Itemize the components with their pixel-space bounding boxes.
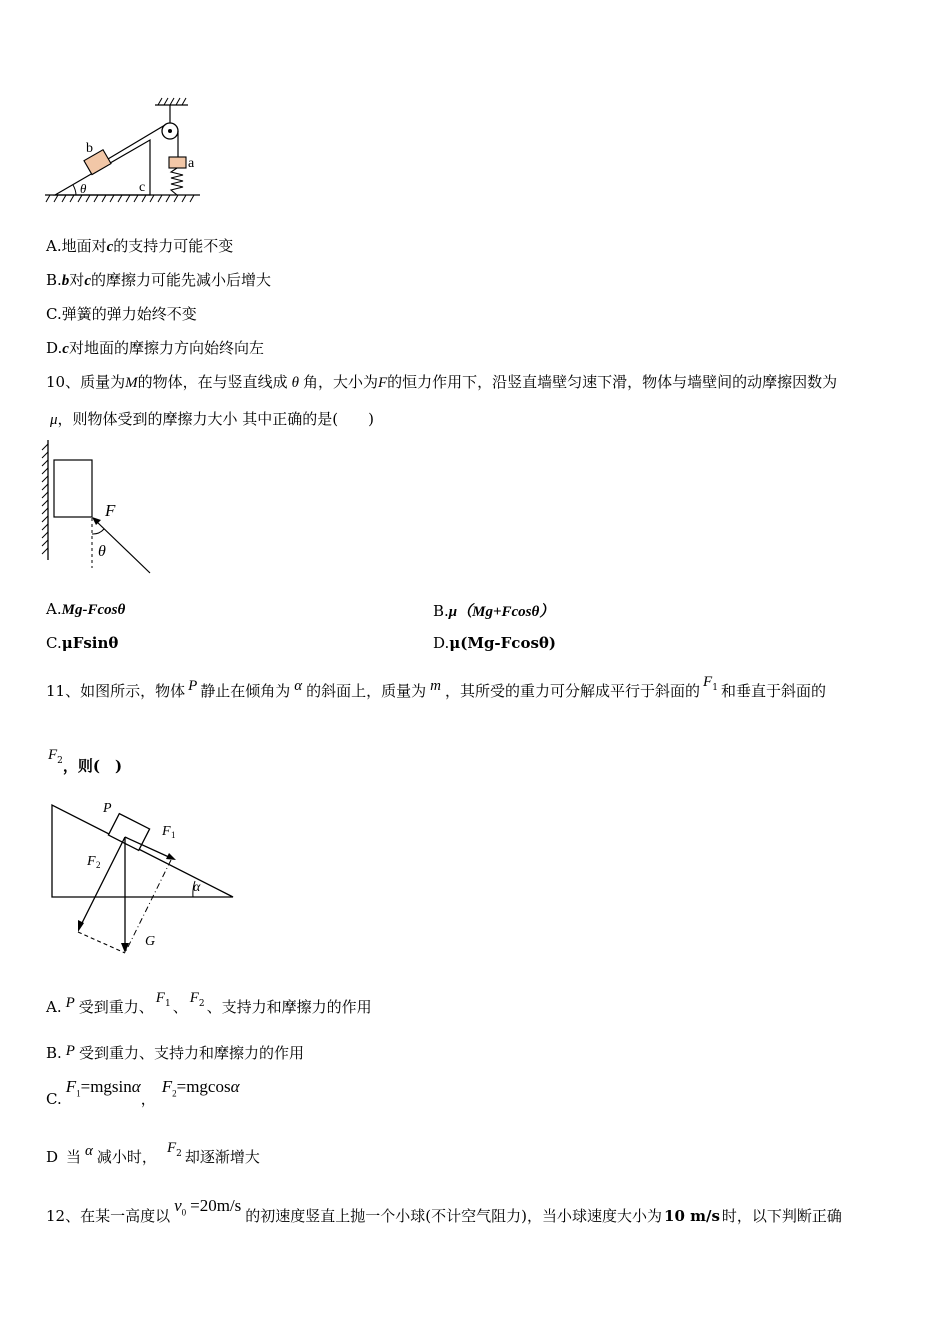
option-prefix: B. [46,1044,62,1062]
label-g: G [145,934,156,949]
f2-symbol: $F_2$ [189,990,205,1009]
option-text: 地面对 [61,237,107,255]
option-expr: μFsinθ [61,634,119,652]
label-b: b [86,141,93,156]
f1-equation: $F_1=mgsin\alpha$ [65,1077,141,1099]
option-text: 的支持力可能不变 [113,237,234,255]
variable-c: c [106,239,114,255]
q11-stem-line1: 11、如图所示，物体 P 静止在倾角为 α 的斜面上，质量为 m ，其所受的重力可分解成平行于斜面的 $F_1$ 和垂直于斜面的 [46,674,826,700]
label-f2-sub: 2 [96,860,101,870]
option-prefix: D. [433,634,450,652]
q10-option-c[interactable] [46,634,118,652]
variable-alpha: α [85,1143,93,1159]
q10-stem-line2: μ，则物体受到的摩擦力大小 其中正确的是( ) [50,410,375,428]
option-prefix: B. [433,602,449,620]
variable-c: c [62,341,69,357]
q11-stem-line2: $F_2$，则( ) [48,747,123,775]
q11-option-b[interactable] [46,1042,304,1063]
option-text: 当 [66,1148,82,1166]
q9-option-d[interactable] [46,337,264,358]
option-text: 受到重力、支持力和摩擦力的作用 [78,1044,304,1062]
label-f2: F [87,854,96,869]
wall-block-figure [40,440,160,580]
label-c: c [139,180,146,195]
label-alpha: α [193,880,201,895]
option-text: 受到重力、 [78,998,154,1016]
f2-symbol: $F_2$ [166,1140,182,1159]
option-prefix: A. [46,237,62,255]
option-prefix: C. [46,1090,62,1108]
q12-stem-line1: 12、在某一高度以$v_0 =20m/s$的初速度竖直上抛一个小球(不计空气阻力)，当小球速度大小为 10 m/s 时，以下判断正确 [46,1196,842,1225]
q11-option-d[interactable] [46,1140,260,1169]
option-prefix: D. [46,339,63,357]
q11-option-a[interactable] [46,990,372,1019]
label-f1-sub: 1 [171,830,176,840]
option-text: 却逐渐增大 [184,1148,260,1166]
force-label-f: F [105,501,116,520]
option-prefix: C. [46,305,62,323]
option-expr: Mg-Fcosθ [61,602,126,618]
f1-symbol: $F_1$ [155,990,171,1009]
option-text: 对地面的摩擦力方向始终向左 [68,339,264,357]
option-prefix: A. [46,998,62,1016]
option-prefix: C. [46,634,62,652]
option-expr: μ(Mg-Fcosθ) [449,634,556,652]
option-prefix: A. [46,600,62,618]
variable-p: P [65,1043,75,1059]
option-text: 弹簧的弹力始终不变 [61,305,197,323]
option-text: 、 [172,998,188,1016]
option-prefix: B. [46,271,62,289]
f2-equation: $F_2=mgcos\alpha$ [161,1077,240,1099]
q10-option-a[interactable] [46,600,125,619]
q10-option-d[interactable] [433,634,556,652]
q11-option-c[interactable] [46,1077,240,1110]
separator: ， [140,1090,156,1108]
q9-option-a[interactable] [46,235,233,256]
label-theta: θ [80,181,87,196]
q10-option-b[interactable] [433,600,554,621]
option-expr: μ（Mg+Fcosθ） [448,604,555,620]
label-f1: F [162,824,171,839]
variable-p: P [65,995,75,1011]
angle-label-theta: θ [98,543,106,560]
option-text: 对 [69,271,85,289]
label-a: a [188,156,195,171]
option-text: 、支持力和摩擦力的作用 [206,998,372,1016]
q10-stem-line1: 10、质量为M的物体，在与竖直线成 θ 角，大小为F的恒力作用下，沿竖直墙壁匀速下滑，物体与墙壁间的动摩擦因数为 [46,373,838,391]
slope-force-figure [45,795,245,965]
q9-option-c[interactable] [46,303,197,324]
option-text: 的摩擦力可能先减小后增大 [90,271,271,289]
label-p: P [103,801,112,816]
q9-option-b[interactable] [46,269,271,290]
option-text: 减小时， [96,1148,157,1166]
option-prefix: D [46,1148,59,1166]
incline-pulley-figure [40,95,210,215]
variable-c: c [84,273,91,289]
variable-b: b [61,273,70,289]
